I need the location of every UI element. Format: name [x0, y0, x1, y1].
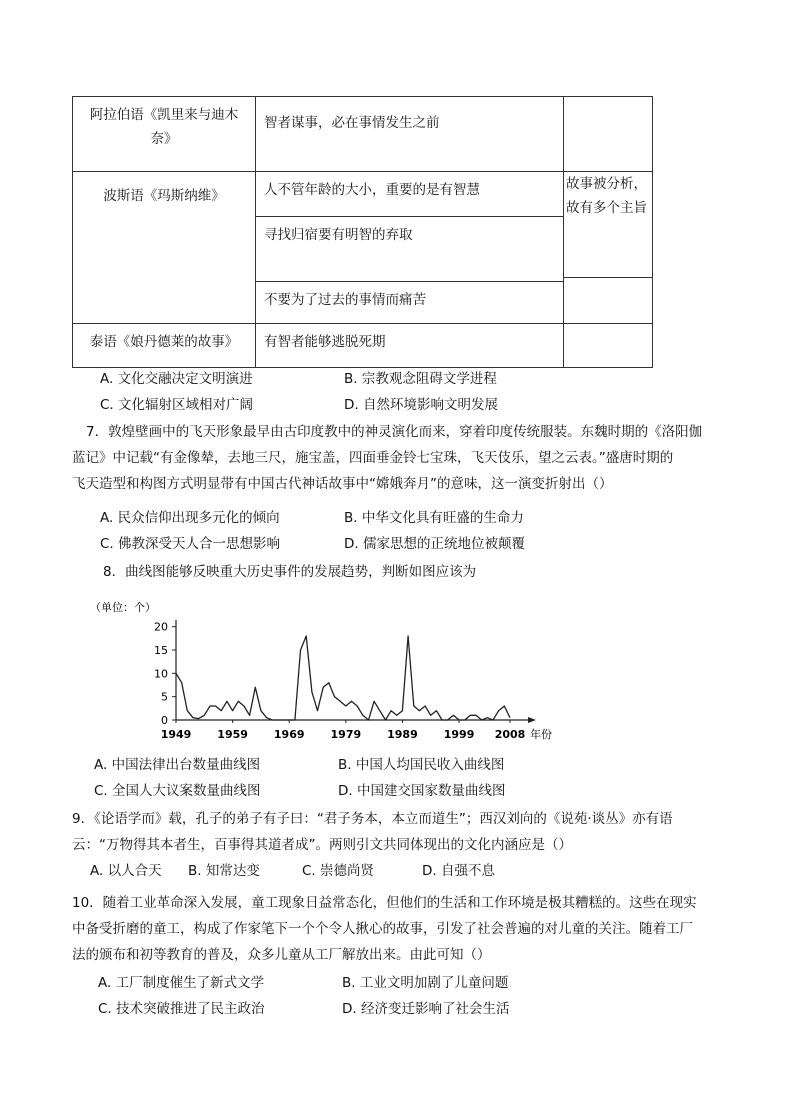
q10-stem — [72, 890, 752, 968]
q9-options — [90, 832, 590, 884]
x-tick-label: 1989 — [387, 728, 418, 741]
x-axis-label: 年份 — [530, 728, 552, 741]
table-text-cell: 智者谋事，必在事情发生之前 — [264, 115, 440, 131]
option-b: B. 知常达变 — [188, 863, 260, 879]
table-source-cell: 阿拉伯语《凯里来与迪木奈》 — [89, 107, 239, 147]
option-b: B. 工业文明加剧了儿童问题 — [342, 975, 509, 991]
option-b: B. 宗教观念阻碍文学进程 — [344, 371, 497, 387]
table-text-cell: 不要为了过去的事情而痛苦 — [256, 281, 563, 323]
option-b: B. 中华文化具有旺盛的生命力 — [344, 510, 524, 526]
x-tick-label: 2008 — [494, 728, 526, 741]
q10-line: 中备受折磨的童工，构成了作家笔下一个个令人揪心的故事，引发了社会普遍的对儿童的关注。随着工厂 — [72, 921, 693, 937]
option-d: D. 经济变迁影响了社会生活 — [342, 1001, 510, 1017]
option-c: C. 全国人大议案数量曲线图 — [94, 783, 261, 799]
series-line — [176, 636, 510, 720]
table-text-cell: 有智者能够逃脱死期 — [264, 334, 386, 350]
x-tick-label: 1969 — [273, 728, 305, 741]
q8-stem: 8．曲线图能够反映重大历史事件的发展趋势，判断如图应该为 — [103, 564, 477, 580]
line-chart — [80, 592, 560, 750]
q9-line: 云：“万物得其本者生，百事得其道者成”。两则引文共同体现出的文化内涵应是（） — [72, 837, 572, 853]
option-d: D. 自强不息 — [422, 863, 495, 879]
y-tick-label: 15 — [154, 644, 168, 657]
option-c: C. 文化辐射区域相对广阔 — [100, 397, 254, 413]
x-tick-label: 1979 — [330, 728, 362, 741]
option-d: D. 自然环境影响文明发展 — [344, 397, 498, 413]
q6-options — [100, 366, 720, 418]
option-d: D. 儒家思想的正统地位被颠覆 — [344, 536, 525, 552]
option-a: A. 中国法律出台数量曲线图 — [94, 757, 261, 773]
table-source-cell: 泰语《娘丹德莱的故事》 — [89, 334, 239, 350]
q7-stem — [72, 419, 726, 497]
table-note-cell: 故事被分析，故有多个主旨 — [566, 176, 647, 216]
x-tick-label: 1949 — [160, 728, 192, 741]
table-row — [73, 97, 653, 172]
option-c: C. 崇德尚贤 — [302, 863, 375, 879]
option-a: A. 民众信仰出现多元化的倾向 — [100, 510, 280, 526]
option-a: A. 工厂制度催生了新式文学 — [98, 975, 265, 991]
x-axis-arrow — [528, 717, 536, 723]
unit-label: （单位：个） — [90, 601, 156, 614]
table-row — [73, 172, 653, 324]
option-c: C. 技术突破推进了民主政治 — [98, 1001, 265, 1017]
x-tick-label: 1959 — [217, 728, 248, 741]
option-c: C. 佛教深受天人合一思想影响 — [100, 536, 281, 552]
y-tick-label: 5 — [161, 690, 168, 704]
series-line-group — [176, 636, 510, 720]
q9-line: 9．《论语学而》载，孔子的弟子有子曰：“君子务本，本立而道生”；西汉刘向的《说苑·谈丛》亦有语 — [72, 811, 673, 827]
x-ticks — [161, 720, 526, 741]
q8-options — [94, 752, 714, 804]
x-tick-label: 1999 — [443, 728, 475, 741]
literature-table — [72, 96, 653, 368]
table-text-cell: 人不管年龄的大小，重要的是有智慧 — [264, 182, 480, 198]
q10-options — [98, 970, 718, 1022]
q7-line: 7．敦煌壁画中的飞天形象最早由古印度教中的神灵演化而来，穿着印度传统服装。东魏时期的《洛阳伽 — [86, 424, 703, 440]
option-a: A. 文化交融决定文明演进 — [100, 371, 253, 387]
q7-options — [100, 505, 720, 557]
y-tick-label: 10 — [154, 667, 168, 681]
q10-line: 法的颁布和初等教育的普及，众多儿童从工厂解放出来。由此可知（） — [72, 947, 491, 963]
option-b: B. 中国人均国民收入曲线图 — [338, 757, 505, 773]
y-tick-label: 0 — [161, 714, 168, 727]
q7-line: 飞天造型和构图方式明显带有中国古代神话故事中“嫦娥奔月”的意味，这一演变折射出（） — [72, 476, 613, 492]
y-ticks — [154, 621, 176, 727]
q7-line: 蓝记》中记载“有金像辇，去地三尺，施宝盖，四面垂金铃七宝珠，飞天伎乐，望之云表。”盛唐时期的 — [72, 450, 674, 466]
y-tick-label: 20 — [154, 620, 168, 634]
option-d: D. 中国建交国家数量曲线图 — [338, 783, 506, 799]
table-source-cell: 波斯语《玛斯纳维》 — [103, 188, 225, 204]
q10-line: 10．随着工业革命深入发展，童工现象日益常态化，但他们的生活和工作环境是极其糟糕的。这些在现实 — [72, 895, 697, 911]
table-text-cell: 寻找归宿要有明智的弃取 — [256, 216, 563, 281]
option-a: A. 以人合天 — [90, 863, 162, 879]
table-row — [73, 324, 653, 368]
